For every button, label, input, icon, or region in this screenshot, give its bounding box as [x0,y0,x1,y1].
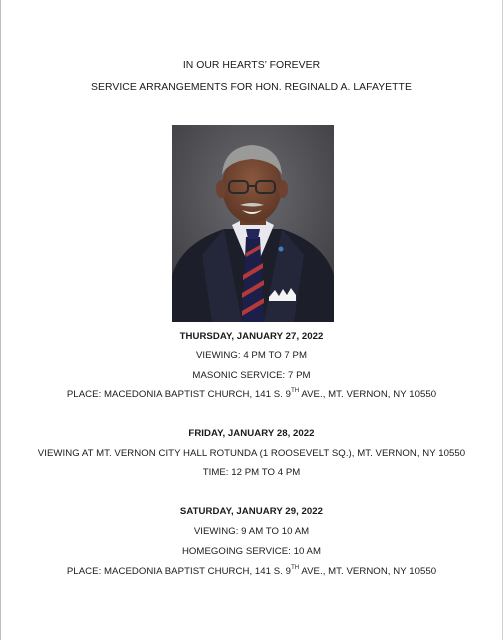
saturday-place-superscript: TH [291,564,300,571]
portrait-photo [172,125,334,322]
friday-time: TIME: 12 PM TO 4 PM [202,467,301,478]
saturday-heading: SATURDAY, JANUARY 29, 2022 [179,506,324,517]
thursday-place-text-end: AVE., MT. VERNON, NY 10550 [299,389,437,400]
saturday-viewing: VIEWING: 9 AM TO 10 AM [193,526,310,537]
thursday-masonic-service: MASONIC SERVICE: 7 PM [192,370,311,381]
page-edge-left [0,0,1,640]
memorial-heading: IN OUR HEARTS’ FOREVER [182,60,321,71]
thursday-place-text: PLACE: MACEDONIA BAPTIST CHURCH, 141 S. 9 [66,389,292,400]
saturday-place-text: PLACE: MACEDONIA BAPTIST CHURCH, 141 S. 9 [66,566,292,577]
saturday-place [0,566,503,578]
thursday-place-superscript: TH [291,387,300,394]
thursday-heading: THURSDAY, JANUARY 27, 2022 [179,331,324,342]
saturday-homegoing-service: HOMEGOING SERVICE: 10 AM [181,546,322,557]
saturday-place-text-end: AVE., MT. VERNON, NY 10550 [299,566,437,577]
thursday-place [0,389,503,401]
friday-heading: FRIDAY, JANUARY 28, 2022 [188,428,315,439]
service-arrangements-title: SERVICE ARRANGEMENTS FOR HON. REGINALD A. LAFAYETTE [91,82,412,93]
friday-viewing: VIEWING AT MT. VERNON CITY HALL ROTUNDA (1 ROOSEVELT SQ.), MT. VERNON, NY 10550 [37,448,466,459]
thursday-viewing: VIEWING: 4 PM TO 7 PM [195,350,308,361]
